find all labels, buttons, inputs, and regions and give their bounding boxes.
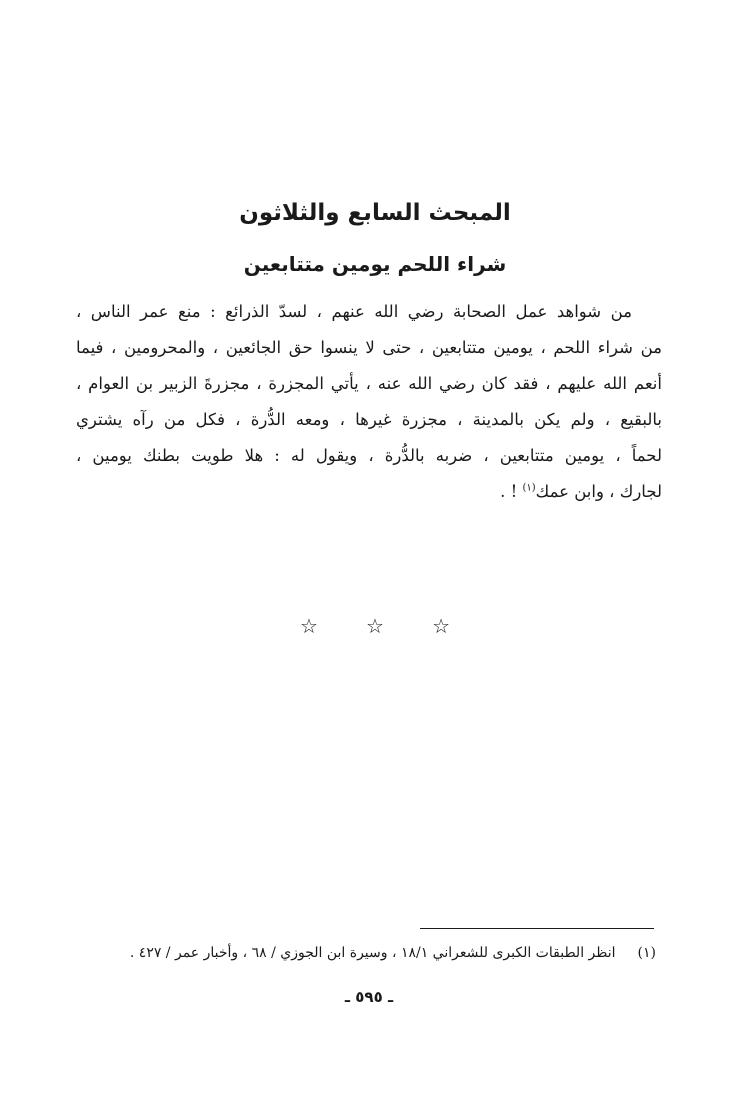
star-icon: ☆ bbox=[432, 614, 450, 638]
chapter-title: المبحث السابع والثلاثون bbox=[239, 200, 511, 226]
footnote bbox=[120, 941, 656, 965]
body-line: من شراء اللحم ، يومين متتابعين ، حتى لا ينسوا حق الجائعين ، والمحرومين ، فيما bbox=[76, 338, 662, 357]
footnote-divider bbox=[420, 928, 654, 929]
body-line-last-end: ! . bbox=[500, 482, 523, 501]
body-line: بالبقيع ، ولم يكن بالمدينة ، مجزرة غيرها ، ومعه الدُّرة ، فكل من رآه يشتري bbox=[76, 410, 662, 429]
body-paragraph bbox=[76, 294, 662, 510]
page-number: ـ ٥٩٥ ـ bbox=[344, 988, 394, 1006]
body-line: من شواهد عمل الصحابة رضي الله عنهم ، لسدّ الذرائع : منع عمر الناس ، bbox=[76, 302, 632, 321]
footnote-number: (١) bbox=[637, 945, 656, 961]
star-icon: ☆ bbox=[366, 614, 384, 638]
body-line: أنعم الله عليهم ، فقد كان رضي الله عنه ، يأتي المجزرة ، مجزرةَ الزبير بن العوام ، bbox=[76, 374, 662, 393]
section-subtitle: شراء اللحم يومين متتابعين bbox=[243, 252, 507, 276]
body-line: لحماً ، يومين متتابعين ، ضربه بالدُّرة ، ويقول له : هلا طويت بطنك يومين ، bbox=[76, 446, 662, 465]
body-line-last bbox=[76, 474, 662, 510]
section-separator bbox=[300, 612, 450, 640]
footnote-reference-marker[interactable]: (١) bbox=[522, 482, 536, 494]
footnote-text: انظر الطبقات الكبرى للشعراني ١٨/١ ، وسيرة ابن الجوزي / ٦٨ ، وأخبار عمر / ٤٢٧ . bbox=[129, 945, 616, 961]
body-line-last-text: لجارك ، وابن عمك bbox=[535, 482, 662, 501]
star-icon: ☆ bbox=[300, 614, 318, 638]
